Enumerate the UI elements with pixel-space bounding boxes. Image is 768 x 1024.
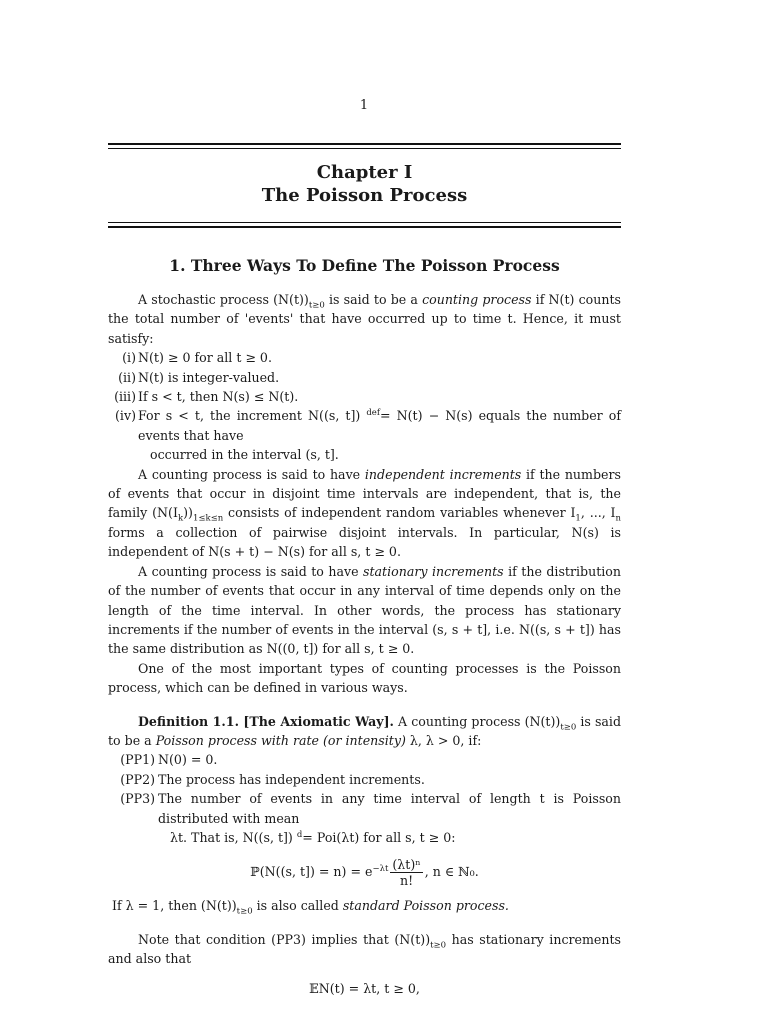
axiom-item: (PP1) N(0) = 0. (120, 752, 218, 768)
condition-item: (iv) For s < t, the increment N((s, t]) $^{def}$= N(t) − N(s) equals the number of events that have occurred in the interval (s, t]. (115, 408, 621, 463)
counting-types-paragraph: One of the most important types of counting processes is the Poisson process, which can be defined in various ways. (108, 660, 621, 696)
top-rule-lower (108, 148, 621, 149)
axiom-item: (PP2) The process has independent increments. (120, 771, 425, 787)
independent-increments-paragraph: A counting process is said to have independent increments if the numbers of events that occur in disjoint time intervals are independent, that is, the family $(N(I_k))_{1\le k\le n}$ consists of independent random variables whenever $I_1$, ..., $I_n$ forms a collection of pairwise disjoint intervals. In particular, N(s) is independent of N(s + t) − N(s) for all s, t ≥ 0. (108, 466, 622, 560)
stationary-increments-paragraph: A counting process is said to have stationary increments if the distribution of the number of events that occur in any interval of time depends only on the length of the time interval. In other words, the process has stationary increments if the number of events in the interval (s, s + t], i.e. N((s, s + t]) has the same distribution as N((0, t]) for all s, t ≥ 0. (108, 563, 621, 657)
counting-conditions-list (108, 348, 621, 464)
poisson-pmf-equation: ℙ(N((s, $t]) = n) = e^{-\lambda t}$ $\frac{\text{(λt)ⁿ}}{n!}$ , n ∈ ℕ₀. (250, 857, 479, 889)
condition-item: (iii) If s < t, then N(s) ≤ N(t). (114, 389, 299, 405)
poisson-axioms-list (108, 750, 621, 847)
chapter-label: Chapter I (316, 162, 413, 183)
bottom-rule-lower (108, 226, 621, 228)
standard-process-paragraph: If λ = 1, then $(N(t))_{t\ge 0}$ is also called standard Poisson process. (112, 898, 509, 917)
body-text (108, 290, 621, 998)
definition-label: Definition 1.1. [The Axiomatic Way]. (138, 713, 394, 729)
page-number: 1 (359, 98, 369, 113)
condition-item: (i) N(t) ≥ 0 for all t ≥ 0. (122, 350, 272, 366)
expectation-equation: 𝔼N(t) = λt, t ≥ 0, (309, 980, 420, 996)
note-paragraph: Note that condition (PP3) implies that $(N(t))_{t\ge 0}$ has stationary increments and also that (108, 931, 621, 967)
condition-item: (ii) N(t) is integer-valued. (118, 369, 280, 385)
axiom-item: (PP3) The number of events in any time interval of length t is Poisson distributed with mean λt. That is, N((s, t]) $^d$= Poi(λt) for all s, t ≥ 0: (120, 791, 621, 845)
bottom-rule-upper (108, 222, 621, 223)
chapter-title: The Poisson Process (261, 185, 468, 206)
definition-paragraph: Definition 1.1. [The Axiomatic Way]. A counting process $(N(t))_{t\ge 0}$ is said to be a Poisson process with rate (or intensity) λ, λ > 0, if: (108, 713, 622, 748)
intro-paragraph: A stochastic process $(N(t))_{t\ge 0}$ is said to be a counting process if N(t) counts the total number of 'events' that have occurred up to time t. Hence, it must satisfy: (108, 292, 621, 346)
top-rule-upper (108, 143, 621, 145)
section-title: 1. Three Ways To Define The Poisson Process (169, 256, 560, 275)
